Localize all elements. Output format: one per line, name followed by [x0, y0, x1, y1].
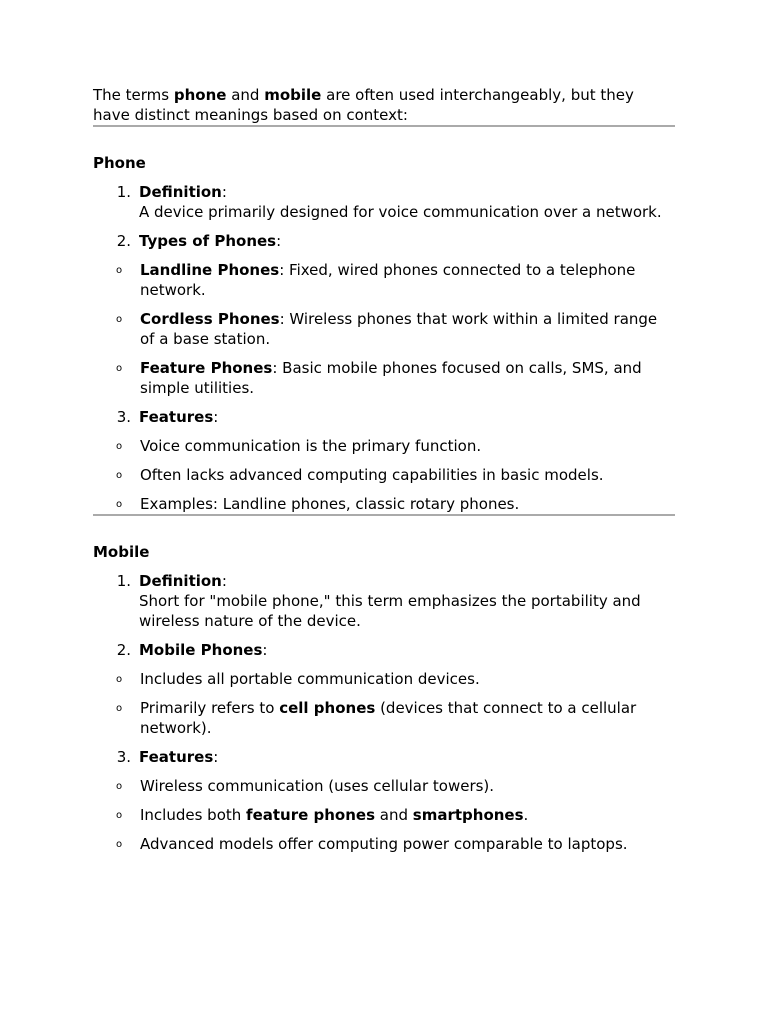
- list-item: [93, 465, 675, 485]
- list-item: [93, 260, 675, 300]
- item-description: A device primarily designed for voice communication over a network.: [139, 203, 662, 221]
- mobile-list: [93, 571, 675, 660]
- phone-list-continued: [93, 407, 675, 427]
- list-item-text: : Fixed, wired phones connected to a telephone network.: [140, 261, 636, 299]
- phone-item-types: [93, 231, 675, 251]
- list-item-text: Includes all portable communication devices.: [140, 670, 480, 688]
- list-item-text: Primarily refers to: [140, 699, 280, 717]
- intro-text: are often used interchangeably, but they have distinct meanings based on context:: [93, 86, 634, 124]
- bullet-icon: o: [116, 314, 123, 325]
- item-title: Definition: [139, 572, 222, 590]
- bullet-icon: o: [116, 499, 123, 510]
- list-item-text: Examples: Landline phones, classic rotary phones.: [140, 495, 520, 513]
- item-title: Types of Phones: [139, 232, 277, 250]
- list-number: 3.: [116, 408, 131, 426]
- section-heading-mobile: Mobile: [93, 543, 150, 561]
- mobile-item-features: [93, 747, 675, 767]
- item-title: Mobile Phones: [139, 641, 263, 659]
- phone-features-list: [93, 436, 675, 514]
- list-item: [93, 494, 675, 514]
- item-colon: :: [213, 408, 219, 426]
- list-item-text: Voice communication is the primary function.: [140, 437, 482, 455]
- item-colon: :: [221, 572, 227, 590]
- list-item-text: and: [375, 806, 413, 824]
- list-item-term: smartphones: [412, 806, 524, 824]
- bullet-icon: o: [116, 363, 123, 374]
- list-item-text: (devices that connect to a cellular network).: [140, 699, 637, 737]
- item-colon: :: [262, 641, 268, 659]
- list-number: 2.: [116, 232, 131, 250]
- item-colon: :: [213, 748, 219, 766]
- phone-item-definition: [93, 182, 675, 222]
- bullet-icon: o: [116, 810, 123, 821]
- bullet-icon: o: [116, 470, 123, 481]
- mobile-item-definition: [93, 571, 675, 631]
- bullet-icon: o: [116, 441, 123, 452]
- intro-term-phone: phone: [173, 86, 227, 104]
- list-item: [93, 436, 675, 456]
- phone-types-list: [93, 260, 675, 398]
- bullet-icon: o: [116, 781, 123, 792]
- list-item-text: .: [523, 806, 529, 824]
- list-item-text: Often lacks advanced computing capabilities in basic models.: [140, 466, 604, 484]
- document-page: [93, 85, 675, 854]
- intro-text: The terms: [93, 86, 174, 104]
- intro-term-mobile: mobile: [264, 86, 322, 104]
- item-colon: :: [221, 183, 227, 201]
- list-item: [93, 698, 675, 738]
- item-title: Features: [139, 408, 214, 426]
- list-item-term: feature phones: [246, 806, 376, 824]
- intro-paragraph: [93, 85, 675, 125]
- bullet-icon: o: [116, 265, 123, 276]
- list-item-term: Landline Phones: [140, 261, 280, 279]
- list-item: [93, 358, 675, 398]
- item-title: Features: [139, 748, 214, 766]
- list-item: [93, 834, 675, 854]
- mobile-phones-list: [93, 669, 675, 738]
- list-item: [93, 309, 675, 349]
- list-item-text: Wireless communication (uses cellular towers).: [140, 777, 495, 795]
- item-colon: :: [276, 232, 282, 250]
- item-description: Short for "mobile phone," this term emphasizes the portability and wireless nature of the device.: [139, 592, 641, 630]
- mobile-features-list: [93, 776, 675, 854]
- phone-list: [93, 182, 675, 251]
- bullet-icon: o: [116, 839, 123, 850]
- list-item-text: Advanced models offer computing power comparable to laptops.: [140, 835, 628, 853]
- divider: [93, 514, 675, 516]
- intro-text: and: [226, 86, 265, 104]
- phone-item-features: [93, 407, 675, 427]
- list-item-text: : Basic mobile phones focused on calls, SMS, and simple utilities.: [140, 359, 642, 397]
- list-number: 1.: [116, 183, 131, 201]
- bullet-icon: o: [116, 703, 123, 714]
- list-item-term: Feature Phones: [140, 359, 273, 377]
- mobile-item-phones: [93, 640, 675, 660]
- list-number: 1.: [116, 572, 131, 590]
- section-heading-phone: Phone: [93, 154, 146, 172]
- list-item-term: Cordless Phones: [140, 310, 280, 328]
- list-item-term: cell phones: [279, 699, 376, 717]
- list-number: 2.: [116, 641, 131, 659]
- bullet-icon: o: [116, 674, 123, 685]
- list-item: [93, 776, 675, 796]
- list-item: [93, 805, 675, 825]
- divider: [93, 125, 675, 127]
- list-item-text: : Wireless phones that work within a limited range of a base station.: [140, 310, 658, 348]
- mobile-list-continued: [93, 747, 675, 767]
- list-item: [93, 669, 675, 689]
- list-number: 3.: [116, 748, 131, 766]
- item-title: Definition: [139, 183, 222, 201]
- list-item-text: Includes both: [140, 806, 247, 824]
